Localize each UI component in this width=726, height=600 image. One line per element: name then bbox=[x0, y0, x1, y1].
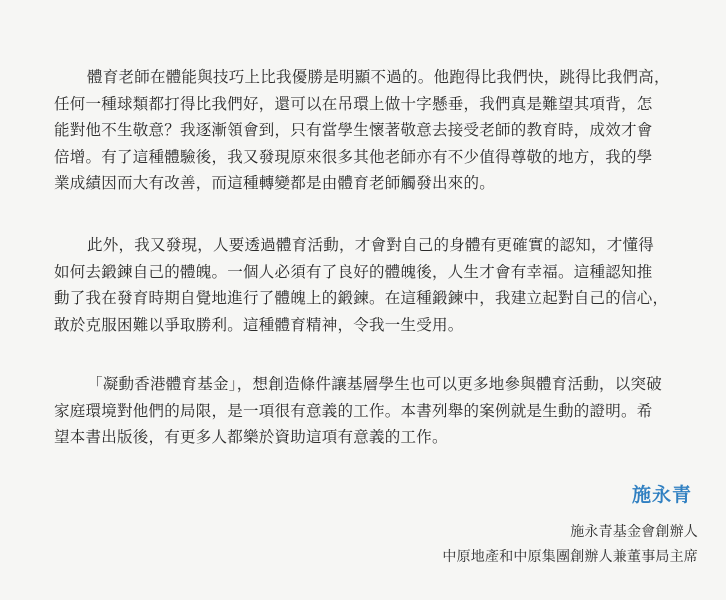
paragraph-line: 望本書出版後，有更多人都樂於資助這項有意義的工作。 bbox=[54, 428, 448, 446]
paragraph-line: 此外，我又發現，人要透過體育活動，才會對自己的身體有更確實的認知，才懂得 bbox=[87, 236, 655, 254]
signature-title-2: 中原地產和中原集團創辦人兼董事局主席 bbox=[442, 549, 698, 565]
paragraph-line: 「凝動香港體育基金」，想創造條件讓基層學生也可以更多地參與體育活動，以突破 bbox=[87, 375, 663, 393]
paragraph-line: 動了我在發育時期自覺地進行了體魄上的鍛鍊。在這種鍛鍊中，我建立起對自己的信心， bbox=[54, 289, 669, 307]
signature-title-1: 施永青基金會創辦人 bbox=[570, 524, 698, 540]
paragraph-line: 能對他不生敬意？我逐漸領會到，只有當學生懷著敬意去接受老師的教育時，成效才會 bbox=[54, 121, 653, 139]
paragraph-3 bbox=[54, 371, 706, 451]
paragraph-line: 倍增。有了這種體驗後，我又發現原來很多其他老師亦有不少值得尊敬的地方，我的學 bbox=[54, 147, 653, 166]
paragraph-2 bbox=[54, 232, 706, 338]
paragraph-line: 如何去鍛鍊自己的體魄。一個人必須有了良好的體魄後，人生才會有幸福。這種認知推 bbox=[54, 262, 653, 281]
paragraph-line: 敢於克服困難以爭取勝利。這種體育精神，令我一生受用。 bbox=[54, 315, 464, 334]
signature-name: 施永青 bbox=[631, 484, 692, 506]
paragraph-line: 業成績因而大有改善，而這種轉變都是由體育老師觸發出來的。 bbox=[54, 174, 496, 192]
paragraph-line: 家庭環境對他們的局限，是一項很有意義的工作。本書列舉的案例就是生動的證明。希 bbox=[54, 401, 653, 420]
paragraph-line: 體育老師在體能與技巧上比我優勝是明顯不過的。他跑得比我們快，跳得比我們高， bbox=[87, 68, 670, 86]
paragraph-line: 任何一種球類都打得比我們好，還可以在吊環上做十字懸垂，我們真是難望其項背，怎 bbox=[54, 94, 653, 113]
paragraph-1 bbox=[54, 64, 706, 197]
